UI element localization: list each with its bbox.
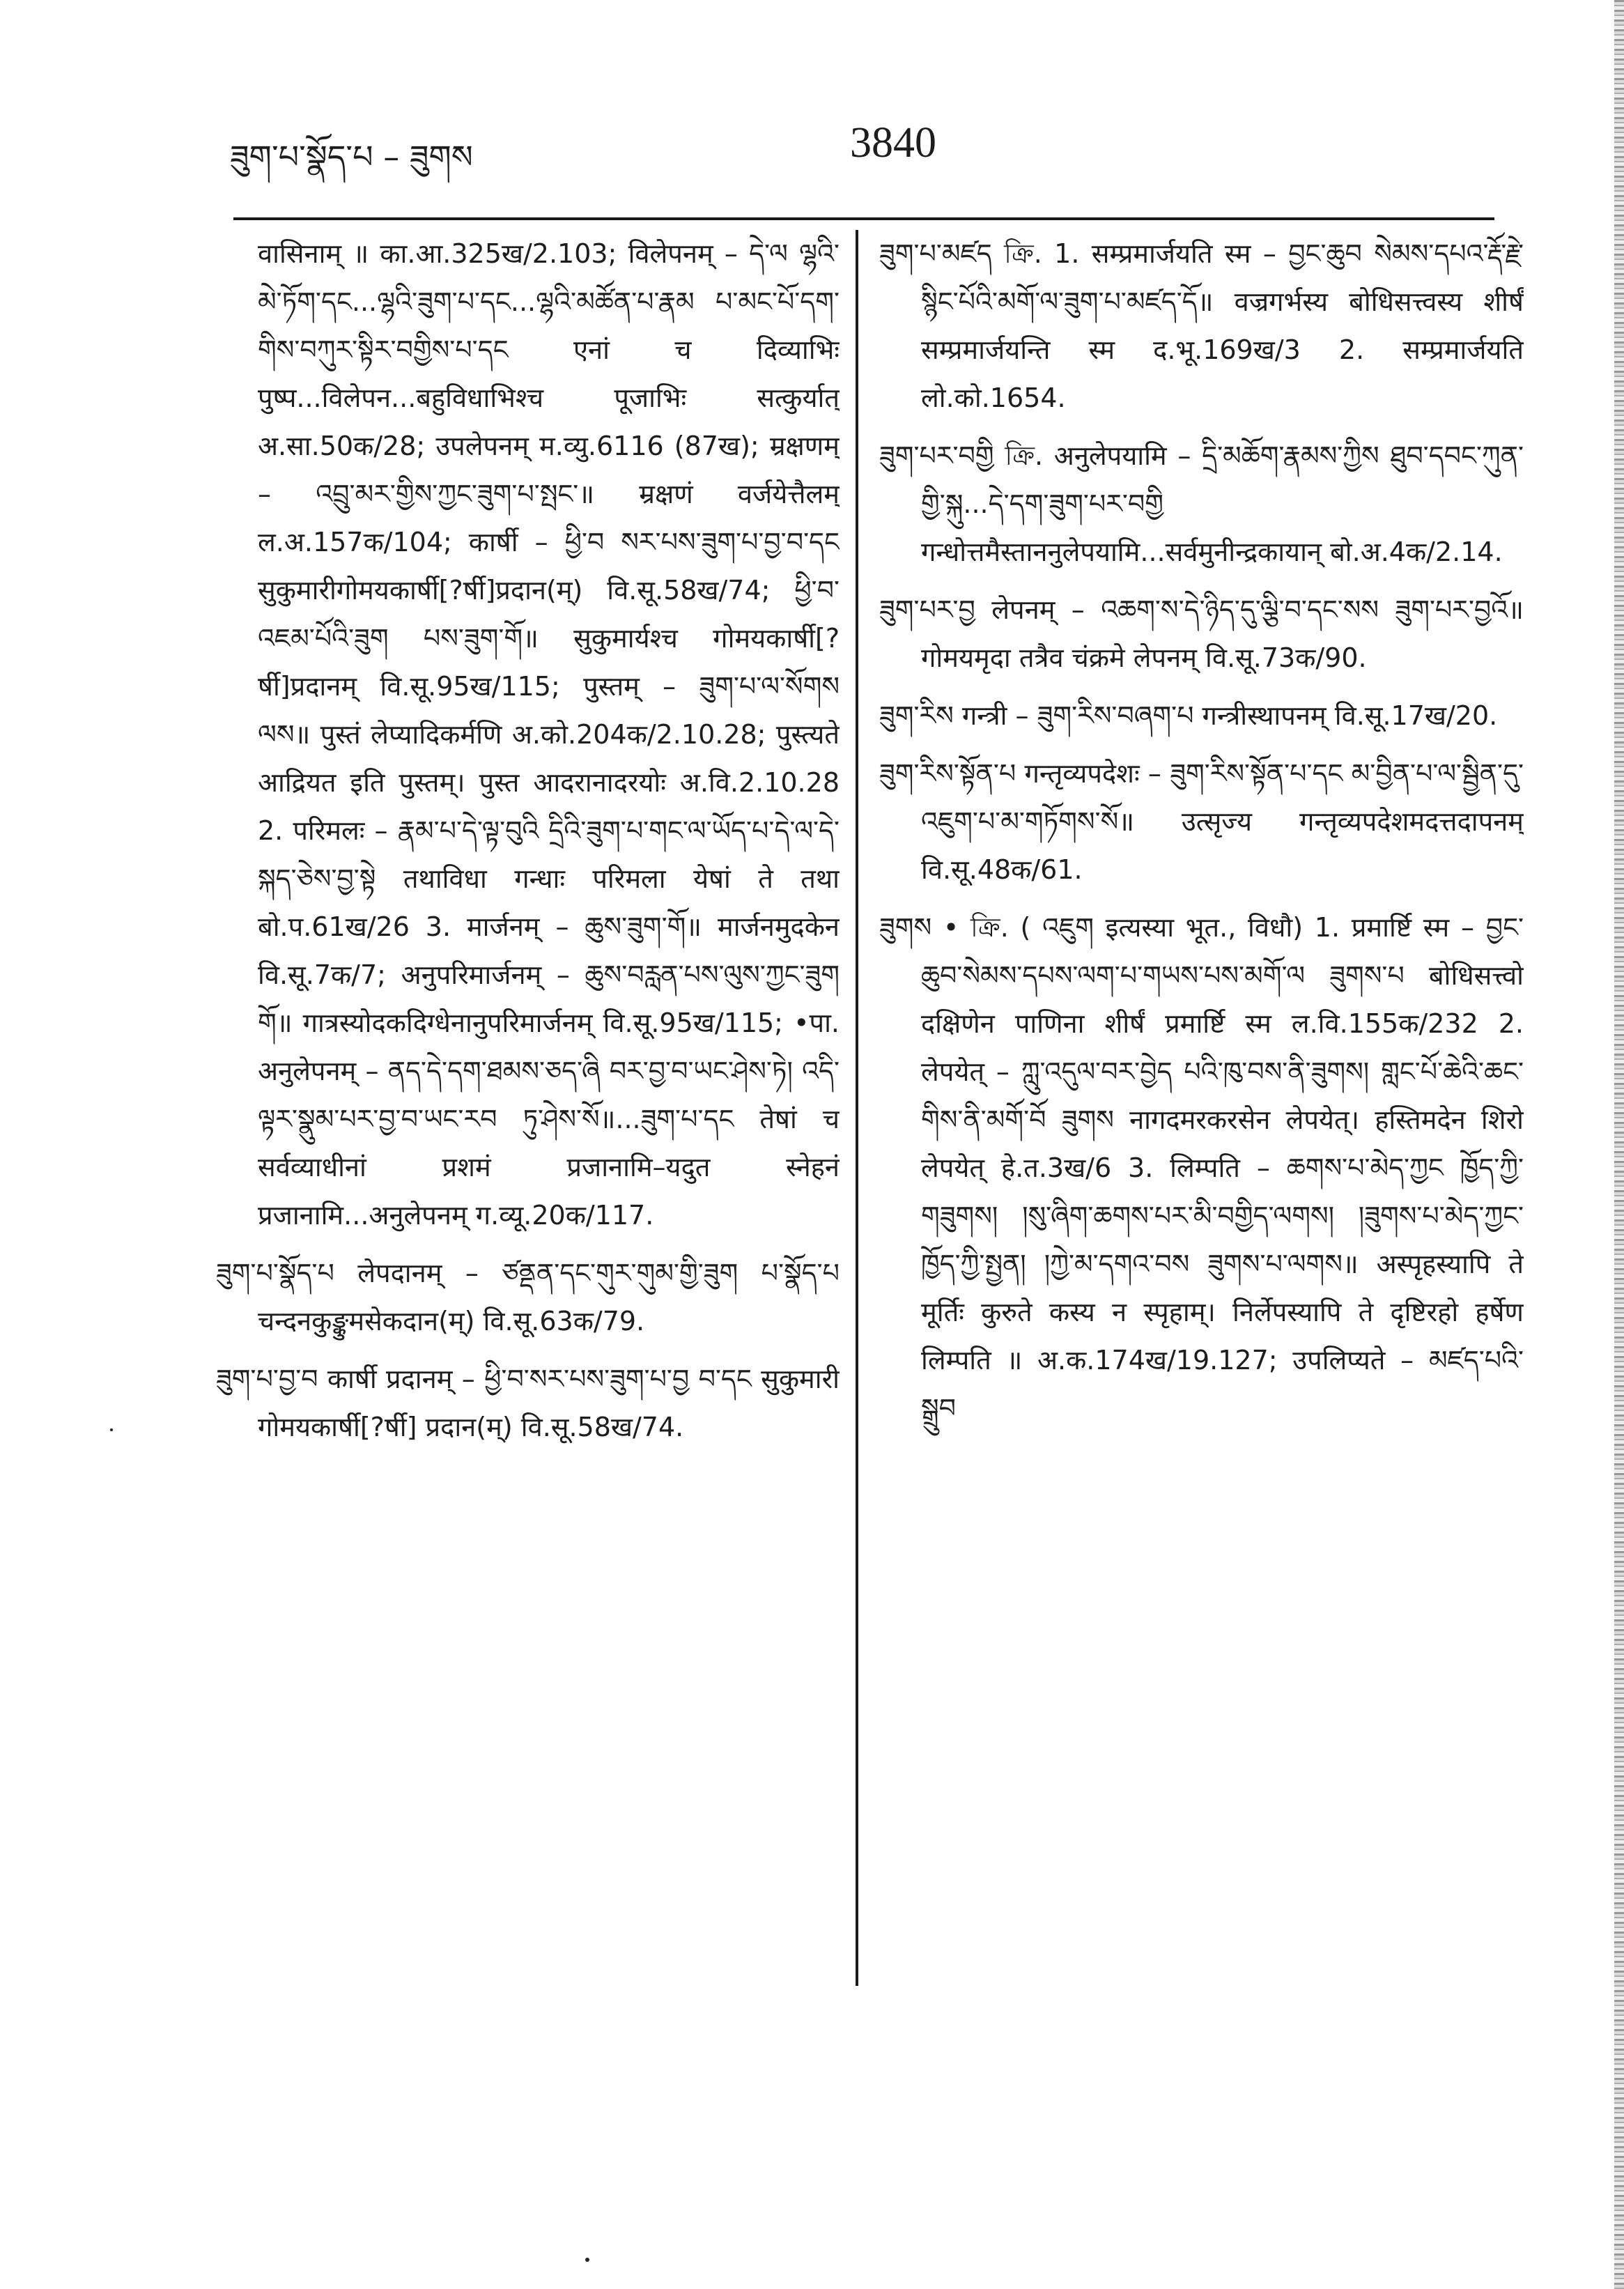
dictionary-entry: ཟུག་པ་སྣོད་པ लेपदानम् – ཙནྡན་དང་གུར་གུམ་གྱི་ཟུག པ་སྣོད་པ चन्दनकुङ्कुमसेकदान(म्) वि.सू.63क/79. [216,1258,840,1336]
dictionary-entry: ཟུག་པ་མཛད ক্রি. 1. सम्प्रमार्जयति स्म – བྱང་ཆུབ སེམས་དཔའ་རྡོ་རྗེ་སྙིང་པོའི་མགོ་ལ་ཟུག་པ་མཛད་དོ॥ वज्रगर्भस्य बोधिसत्त्वस्य शीर्षं सम्प्रमार्जयन्ति स्म द.भू.169ख/3 2. सम्प्रमार्जयति लो.को.1654. [879,238,1524,413]
column-divider [856,230,858,1986]
running-head: ཟུག་པ་སྣོད་པ – ཟུགས [230,138,473,176]
dictionary-entry: ཟུག་པར་བགྱི ক্রি. अनुलेपयामि – དྲི་མཆོག་རྣམས་ཀྱིས ཐུབ་དབང་ཀུན་གྱི་སྐུ...དེ་དག་ཟུག་པར་བགྱི गन्धोत्तमैस्ताननुलेपयामि...सर्वमुनीन्द्रकायान् बो.अ.4क/2.14. [879,440,1524,567]
scan-edge-artifact [1614,0,1624,2289]
header-rule [233,217,1494,220]
dictionary-entry: ཟུགས • ক্রি. ( འཇུག इत्यस्या भूत., विधौ) 1. प्रमार्ष्टि स्म – བྱང་ཆུབ་སེམས་དཔས་ལག་པ་གཡས་པས་མགོ་ལ ཟུགས་པ बोधिसत्त्वो दक्षिणेन पाणिना शीर्षं प्रमार्ष्टि स्म ल.वि.155क/232 2. लेपयेत् – ཀླུ་འདུལ་བར་བྱེད པའི་ཁུ་བས་ནི་ཟུགས། གླང་པོ་ཆེའི་ཆང་གིས་ནི་མགོ་བོ ཟུགས नागदमरकरसेन लेपयेत्। हस्तिमदेन शिरो लेपयेत् हे.त.3ख/6 3. लिम्पति – ཆགས་པ་མེད་ཀྱང ཁྱོད་ཀྱི་གཟུགས། །སུ་ཞིག་ཆགས་པར་མི་བགྱིད་ལགས། །ཟུགས་པ་མེད་ཀྱང་ཁྱོད་ཀྱི་སྤྱན། །ཀྱེ་མ་དགའ་བས ཟུགས་པ་ལགས॥ अस्पृहस्यापि ते मूर्तिः कुरुते कस्य न स्पृहाम्। निर्लेपस्यापि ते दृष्टिरहो हर्षेण लिम्पति ॥ अ.क.174ख/19.127; उपलिप्यते – མཛད་པའི་སྒྲུབ [879,912,1524,1424]
scan-speck [110,1428,113,1431]
dictionary-entry: ཟུག་པར་བྱ लेपनम् – འཆག་ས་དེ་ཉིད་དུ་ལྕི་བ་དང་སས ཟུག་པར་བྱའོ॥ गोमयमृदा तत्रैव चंक्रमे लेपनम् वि.सू.73क/90. [879,594,1524,673]
scan-speck [585,2258,589,2262]
left-column [216,230,840,2028]
page-number: 3840 [850,119,936,167]
dictionary-entry: ཟུག་པ་བྱ་བ कार्षी प्रदानम् – ཕྱི་བ་སར་པས་ཟུག་པ་བྱ བ་དང सुकुमारी गोमयकार्षी[?र्षी] प्रदान(म्) वि.सू.58ख/74. [216,1364,840,1442]
right-column [879,230,1524,2000]
dictionary-entry-continuation: वासिनाम् ॥ का.आ.325ख/2.103; विलेपनम् – དེ་ལ ལྷའི་མེ་ཏོག་དང...ལྷའི་ཟུག་པ་དང...ལྷའི་མཚོན་པ་རྣམ པ་མང་པོ་དག་གིས་བཀུར་སྟིར་བགྱིས་པ་དང एनां च दिव्याभिः पुष्प...विलेपन...बहुविधाभिश्च पूजाभिः सत्कुर्यात् अ.सा.50क/28; उपलेपनम् म.व्यु.6116 (87ख); म्रक्षणम् – འབྲུ་མར་གྱིས་ཀྱང་ཟུག་པ་སྤང་॥ म्रक्षणं वर्जयेत्तैलम् ल.अ.157क/104; कार्षी – ཕྱི་བ སར་པས་ཟུག་པ་བྱ་བ་དང सुकुमारीगोमयकार्षी[?र्षी]प्रदान(म्) वि.सू.58ख/74; ཕྱི་བ་འཇམ་པོའི་ཟུག པས་ཟུག་གོ॥ सुकुमार्यश्च गोमयकार्षी[?र्षी]प्रदानम् वि.सू.95ख/115; पुस्तम् – ཟུག་པ་ལ་སོགས ལས॥ पुस्तं लेप्यादिकर्मणि अ.को.204क/2.10.28; पुस्त्यते आद्रियत इति पुस्तम्। पुस्त आदरानादरयोः अ.वि.2.10.28 2. परिमलः – རྣམ་པ་དེ་ལྟ་བུའི དྲིའི་ཟུག་པ་གང་ལ་ཡོད་པ་དེ་ལ་དེ་སྐད་ཅེས་བྱ་སྟེ तथाविधा गन्धाः परिमला येषां ते तथा बो.प.61ख/26 3. मार्जनम् – ཆུས་ཟུག་གོ॥ मार्जनमुदकेन वि.सू.7क/7; अनुपरिमार्जनम् – ཆུས་བརླན་པས་ལུས་ཀྱང་ཟུག གོ॥ गात्रस्योदकदिग्धेनानुपरिमार्जनम् वि.सू.95ख/115; •पा. अनुलेपनम् – ནད་དེ་དག་ཐམས་ཅད་ཞི བར་བྱ་བ་ཡང་ཤེས་ཏེ། འདི་ལྟར་སྣུམ་པར་བྱ་བ་ཡང་རབ ཏུ་ཤེས་སོ॥...ཟུག་པ་དང तेषां च सर्वव्याधीनां प्रशमं प्रजानामि–यदुत स्नेहनं प्रजानामि...अनुलेपनम् ग.व्यू.20क/117. [258,238,840,1231]
dictionary-entry: ཟུག་རིས गन्त्री – ཟུག་རིས་བཞག་པ गन्त्रीस्थापनम् वि.सू.17ख/20. [879,700,1498,731]
dictionary-entry: ཟུག་རིས་སྟོན་པ गन्तृव्यपदेशः – ཟུག་རིས་སྟོན་པ་དང མ་བྱིན་པ་ལ་སྦྱིན་དུ་འཇུག་པ་མ་གཏོགས་སོ॥ उत्सृज्य गन्तृव्यपदेशमदत्तदापनम् वि.सू.48क/61. [879,758,1524,885]
